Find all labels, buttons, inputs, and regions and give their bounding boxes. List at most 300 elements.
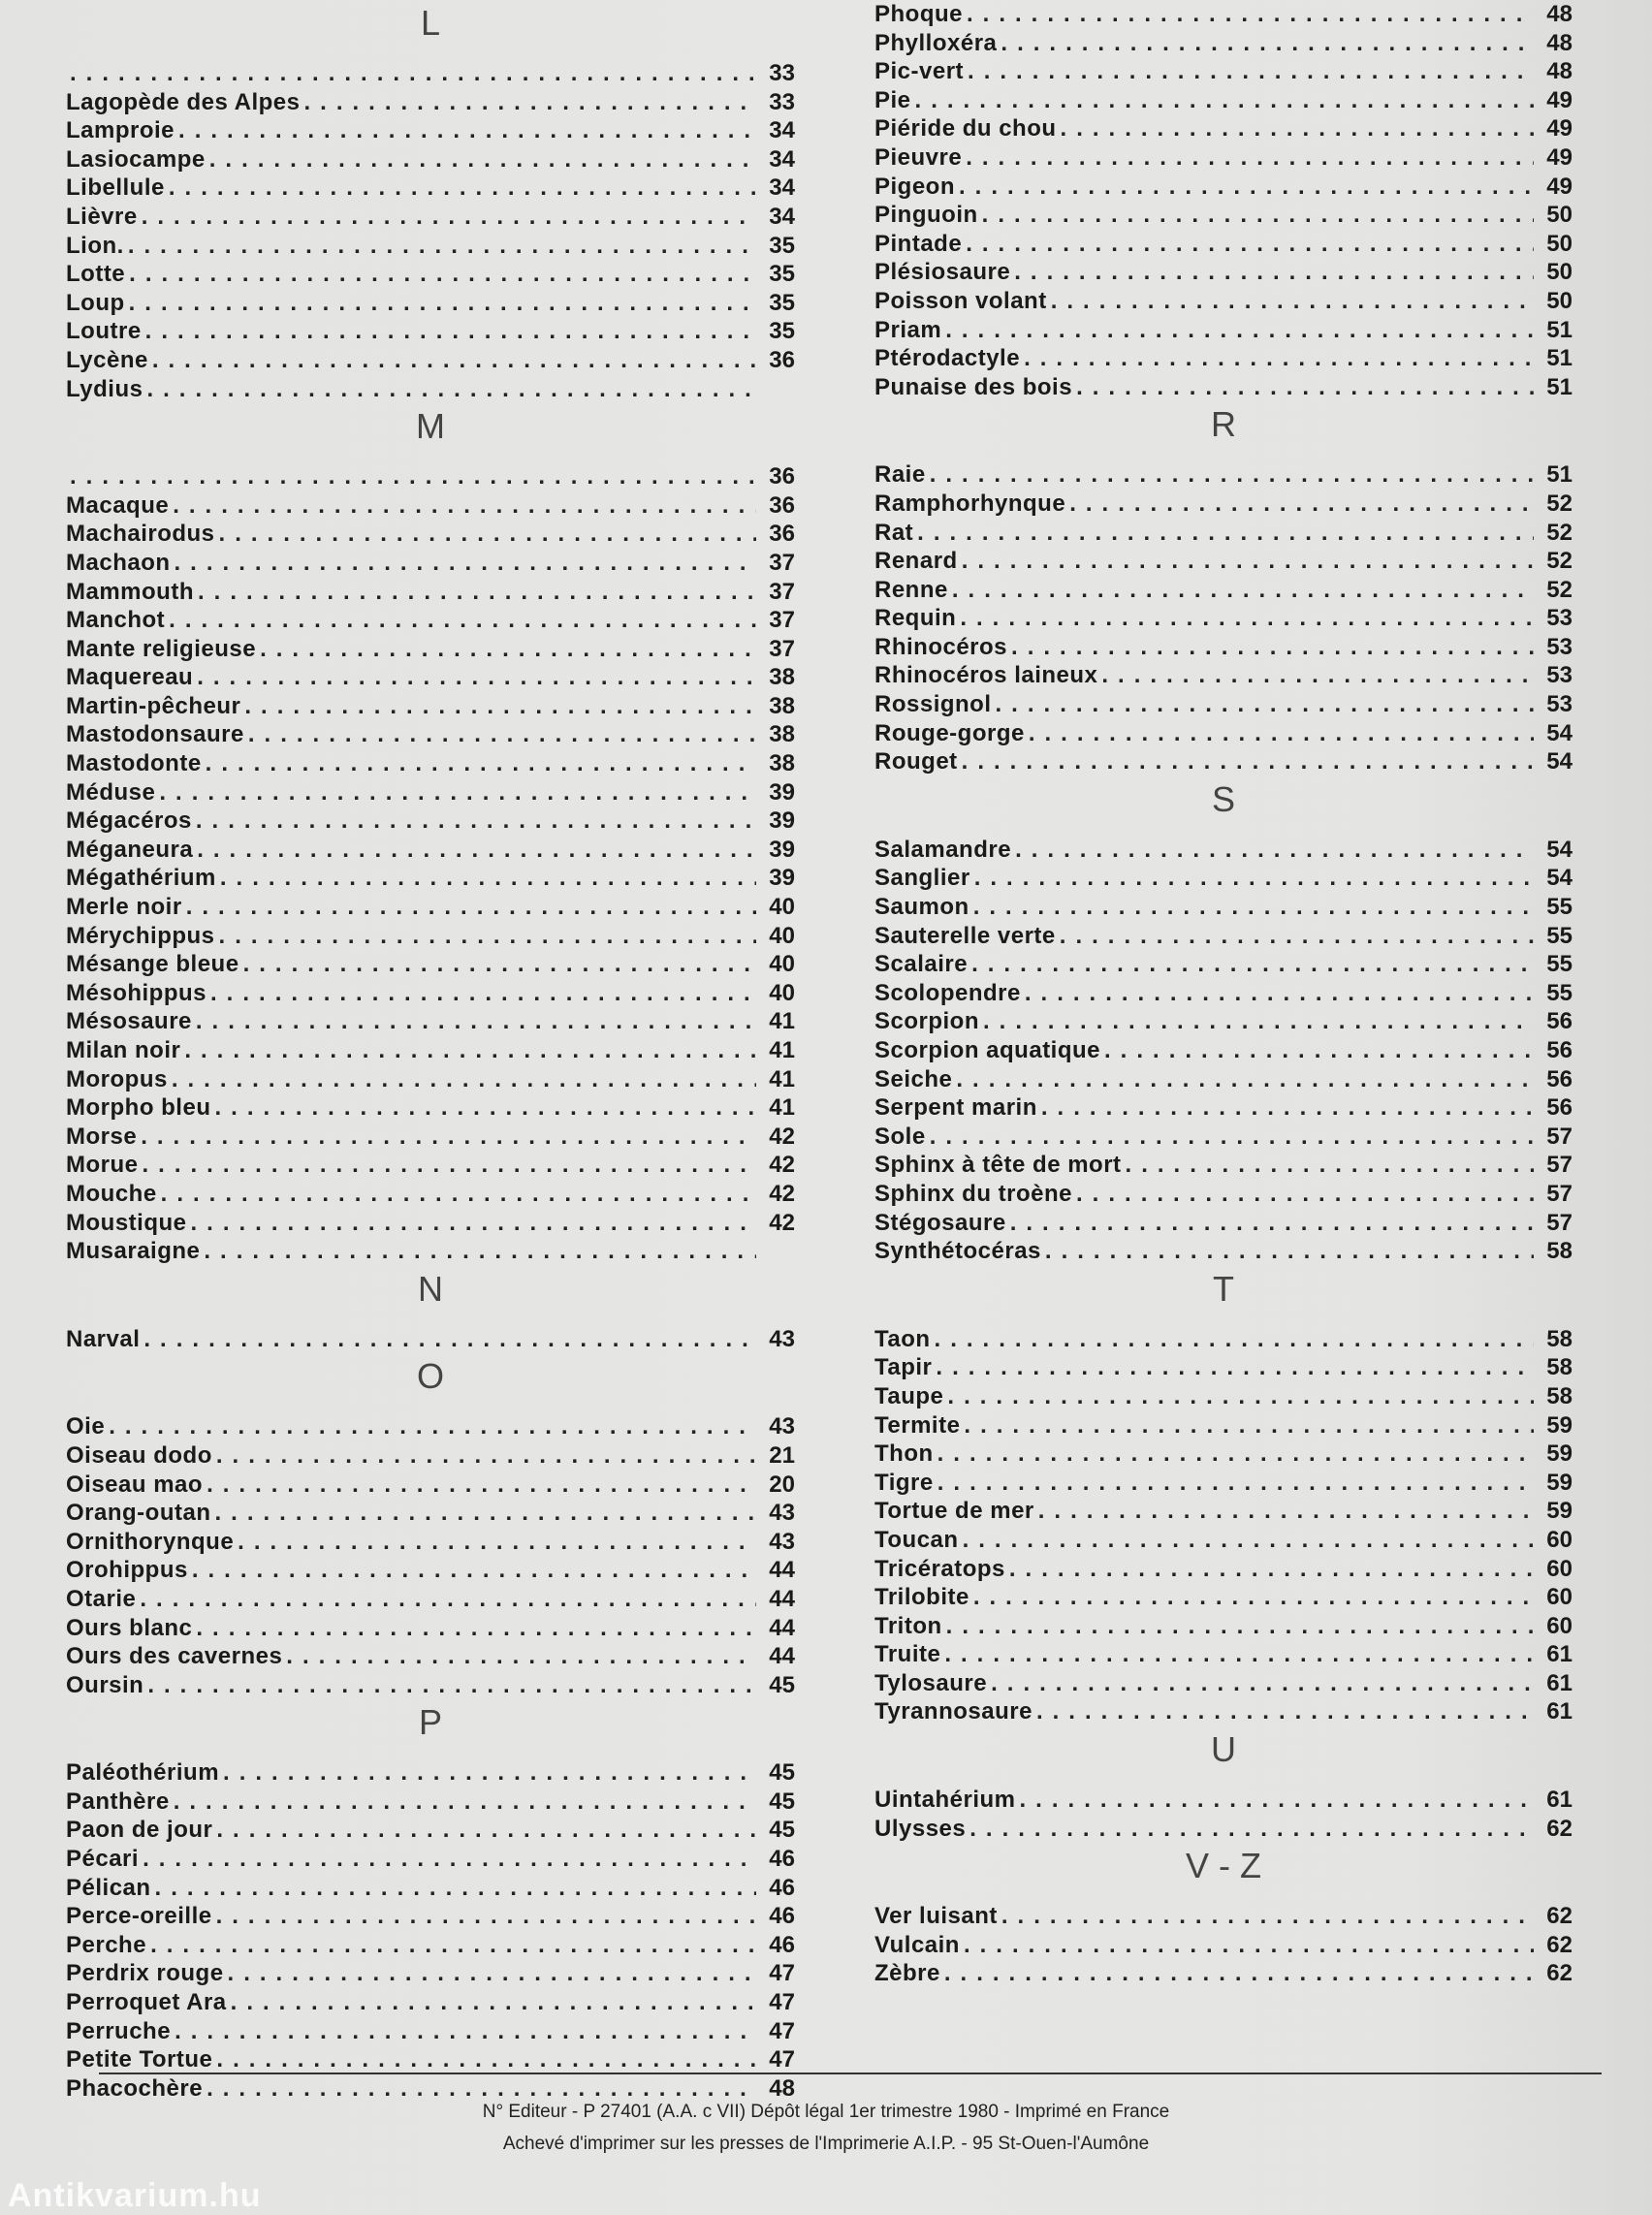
index-section [874, 401, 1573, 776]
index-entry [66, 692, 795, 721]
dot-leader [966, 143, 1534, 173]
entry-name: Scorpion [874, 1008, 980, 1035]
index-entry [874, 114, 1573, 143]
dot-leader [1041, 1093, 1534, 1123]
entry-name: Pintade [874, 230, 963, 257]
index-entry [66, 1007, 795, 1036]
entry-name: Mammouth [66, 578, 194, 605]
index-entry [874, 1815, 1573, 1844]
index-entry [66, 346, 795, 375]
dot-leader [1036, 1697, 1534, 1726]
section-letter: U [1211, 1729, 1236, 1770]
dot-leader [147, 1671, 756, 1700]
entry-page-number: 47 [769, 2046, 795, 2073]
entry-page-number: 34 [769, 145, 795, 173]
section-letter: P [418, 1702, 442, 1743]
dot-leader [184, 1036, 756, 1065]
entry-name: Phoque [874, 1, 963, 27]
dot-leader [206, 1471, 756, 1500]
entry-page-number: 47 [769, 1960, 795, 1987]
entry-page-number: 62 [1546, 1960, 1573, 1987]
entry-page-number: 40 [769, 979, 795, 1006]
entry-page-number: 39 [769, 865, 795, 892]
entry-page-number: 58 [1546, 1238, 1573, 1265]
entry-page-number: 43 [769, 1528, 795, 1555]
entry-page-number: 45 [769, 1788, 795, 1815]
index-entry [874, 1093, 1573, 1123]
entry-page-number: 35 [769, 261, 795, 288]
dot-leader [169, 606, 756, 635]
dot-leader [173, 491, 756, 521]
index-entry [874, 1959, 1573, 1988]
entry-page-number: 51 [1546, 373, 1573, 400]
entry-name: Rossignol [874, 691, 992, 718]
entry-name: Renard [874, 548, 958, 575]
entry-name: Perdrix rouge [66, 1960, 224, 1987]
dot-leader [1060, 922, 1534, 951]
entry-name: Orang-outan [66, 1500, 211, 1527]
index-entry [66, 1874, 795, 1903]
dot-leader [129, 289, 756, 318]
entry-page-number: 50 [1546, 230, 1573, 257]
index-right-column [874, 0, 1573, 1988]
entry-page-number: 44 [769, 1557, 795, 1584]
entry-page-number: 42 [769, 1123, 795, 1150]
dot-leader [238, 1528, 756, 1557]
entry-name: Mégathérium [66, 865, 216, 892]
entry-name: Ulysses [874, 1815, 967, 1842]
dot-leader [159, 778, 756, 807]
entry-page-number: 37 [769, 578, 795, 605]
entry-page-number: 55 [1546, 979, 1573, 1006]
entry-page-number: 39 [769, 807, 795, 835]
dot-leader [1104, 1036, 1534, 1065]
dot-leader [1001, 1902, 1534, 1931]
entry-name: Mastodonsaure [66, 721, 244, 748]
entry-name: Mouche [66, 1180, 157, 1207]
entry-name: Mésosaure [66, 1008, 192, 1035]
entry-page-number: 48 [1546, 58, 1573, 85]
entry-name: Lycène [66, 346, 148, 373]
dot-leader [146, 375, 756, 404]
entry-page-number: 62 [1546, 1931, 1573, 1958]
entry-name: Perce-oreille [66, 1903, 212, 1930]
entry-page-number: 53 [1546, 605, 1573, 632]
entry-page-number: 53 [1546, 662, 1573, 689]
footer-printer-line: Achevé d'imprimer sur les presses de l'Imprimerie A.I.P. - 95 St-Ouen-l'Aumône [502, 2134, 1150, 2154]
dot-leader [1014, 258, 1534, 287]
dot-leader [915, 86, 1534, 115]
dot-leader [142, 203, 756, 232]
index-entry [66, 1237, 795, 1266]
dot-leader [973, 893, 1534, 922]
index-entry [66, 635, 795, 664]
dot-leader [219, 520, 756, 549]
index-entry [66, 1556, 795, 1585]
index-entry [66, 836, 795, 865]
entry-name: Taupe [874, 1382, 944, 1409]
entry-name: Oie [66, 1413, 106, 1440]
dot-leader [143, 1151, 757, 1180]
entry-name: Uintahérium [874, 1787, 1016, 1814]
index-entry [66, 1931, 795, 1960]
index-entry [874, 747, 1573, 776]
entry-name: Lotte [66, 261, 126, 288]
dot-leader [964, 1411, 1534, 1440]
entry-name: Termite [874, 1411, 961, 1439]
entry-page-number: 50 [1546, 202, 1573, 229]
entry-name: Zèbre [874, 1960, 940, 1987]
entry-name: Poisson volant [874, 287, 1047, 314]
dot-leader [964, 1931, 1534, 1960]
entry-name: Synthétocéras [874, 1238, 1041, 1265]
dot-leader [216, 1902, 756, 1931]
entry-page-number: 40 [769, 951, 795, 978]
entry-page-number: 59 [1546, 1440, 1573, 1468]
entry-name: Perroquet Ara [66, 1989, 227, 2016]
entry-name: Oiseau mao [66, 1471, 204, 1498]
entry-page-number: 42 [769, 1209, 795, 1236]
index-entry [66, 2074, 795, 2104]
entry-name: Sphinx du troène [874, 1180, 1073, 1207]
index-entry [874, 1209, 1573, 1238]
dot-leader [172, 1065, 756, 1094]
entry-name: Sauterelle verte [874, 922, 1056, 949]
entry-name: Ver luisant [874, 1903, 998, 1930]
entry-page-number: 43 [769, 1413, 795, 1440]
entry-page-number: 60 [1546, 1584, 1573, 1611]
entry-name: Pinguoin [874, 202, 978, 229]
entry-name: Sanglier [874, 865, 970, 892]
dot-leader [286, 1642, 756, 1671]
entry-name: Tortue de mer [874, 1498, 1034, 1525]
index-entry [66, 145, 795, 174]
entry-page-number: 62 [1546, 1903, 1573, 1930]
entry-page-number: 54 [1546, 836, 1573, 863]
entry-page-number: 46 [769, 1903, 795, 1930]
index-left-column [66, 0, 795, 2103]
entry-page-number: 34 [769, 117, 795, 144]
index-entry [874, 316, 1573, 345]
index-entry [66, 1528, 795, 1557]
dot-leader [215, 1499, 757, 1528]
index-entry [874, 1640, 1573, 1669]
dot-leader [1024, 344, 1534, 373]
index-entry [66, 2045, 795, 2074]
index-entry [66, 1642, 795, 1671]
index-entry [66, 1902, 795, 1931]
entry-page-number: 45 [769, 1817, 795, 1844]
index-entry [66, 1471, 795, 1500]
entry-name: Paon de jour [66, 1817, 213, 1844]
dot-leader [960, 604, 1534, 633]
index-entry [874, 1669, 1573, 1698]
entry-name: Scolopendre [874, 979, 1021, 1006]
entry-page-number: 52 [1546, 548, 1573, 575]
dot-leader [155, 1874, 756, 1903]
entry-page-number: 47 [769, 2017, 795, 2044]
watermark: Antikvarium.hu [8, 2177, 262, 2214]
index-entry [874, 1583, 1573, 1612]
entry-name: Rhinocéros [874, 633, 1008, 660]
entry-name: Tylosaure [874, 1669, 988, 1696]
entry-name: Pieuvre [874, 143, 963, 171]
index-entry [66, 462, 795, 491]
dot-leader [1038, 1497, 1534, 1526]
dot-leader [937, 1440, 1534, 1469]
entry-page-number: 60 [1546, 1612, 1573, 1639]
dot-leader [956, 1065, 1534, 1094]
dot-leader [959, 173, 1534, 202]
index-entry [874, 836, 1573, 865]
entry-page-number: 34 [769, 203, 795, 230]
entry-name: Rhinocéros laineux [874, 662, 1098, 689]
index-entry [66, 807, 795, 836]
entry-name: Lasiocampe [66, 145, 206, 173]
index-entry [66, 1441, 795, 1471]
entry-page-number: 53 [1546, 633, 1573, 660]
section-letter: O [416, 1356, 444, 1397]
entry-name: Loup [66, 289, 125, 316]
index-entry [874, 1036, 1573, 1065]
index-entry [66, 864, 795, 893]
entry-name: Salamandre [874, 836, 1012, 863]
index-entry [66, 317, 795, 346]
entry-page-number: 36 [769, 491, 795, 519]
index-entry [874, 1065, 1573, 1094]
index-entry [874, 287, 1573, 316]
index-entry [66, 1499, 795, 1528]
entry-name: Rouget [874, 748, 958, 775]
entry-page-number: 36 [769, 521, 795, 548]
entry-page-number: 52 [1546, 519, 1573, 546]
dot-leader [917, 519, 1534, 548]
entry-page-number: 42 [769, 1180, 795, 1207]
entry-name: Narval [66, 1325, 141, 1352]
dot-leader [186, 893, 756, 922]
entry-name: Stégosaure [874, 1209, 1006, 1236]
dot-leader [973, 1583, 1534, 1612]
entry-name: Musaraigne [66, 1238, 201, 1265]
entry-name: Ornithorynque [66, 1528, 235, 1555]
footer-rule [99, 2073, 1602, 2074]
index-entry [66, 1180, 795, 1209]
dot-leader [214, 1093, 756, 1123]
index-entry [66, 1151, 795, 1180]
entry-name: Pigeon [874, 173, 956, 200]
dot-leader [947, 1382, 1534, 1411]
entry-page-number: 56 [1546, 1065, 1573, 1092]
entry-page-number: 41 [769, 1037, 795, 1063]
entry-name: Raie [874, 461, 926, 489]
index-entry [874, 922, 1573, 951]
index-entry [66, 1585, 795, 1614]
entry-name: Milan noir [66, 1037, 181, 1063]
index-entry [874, 1697, 1573, 1726]
entry-page-number: 35 [769, 289, 795, 316]
index-entry [66, 922, 795, 951]
entry-page-number: 52 [1546, 576, 1573, 603]
dot-leader [968, 57, 1534, 86]
dot-leader [70, 462, 756, 491]
entry-name: Oiseau dodo [66, 1441, 212, 1469]
section-letter: T [1213, 1268, 1234, 1309]
entry-page-number: 36 [769, 463, 795, 490]
index-entry [874, 1007, 1573, 1036]
entry-page-number: 40 [769, 922, 795, 949]
dot-leader [196, 1007, 756, 1036]
entry-page-number: 46 [769, 1874, 795, 1901]
index-entry [66, 520, 795, 549]
index-entry [874, 633, 1573, 662]
entry-page-number: 60 [1546, 1555, 1573, 1582]
entry-page-number: 41 [769, 1008, 795, 1035]
entry-page-number: 58 [1546, 1382, 1573, 1409]
dot-leader [161, 1180, 756, 1209]
entry-page-number: 56 [1546, 1008, 1573, 1035]
index-entry [66, 174, 795, 203]
index-entry [874, 604, 1573, 633]
index-entry [874, 950, 1573, 979]
entry-page-number: 41 [769, 1094, 795, 1122]
entry-page-number: 57 [1546, 1152, 1573, 1179]
index-entry [874, 143, 1573, 173]
entry-page-number: 48 [1546, 1, 1573, 27]
entry-name: Sole [874, 1123, 926, 1150]
entry-name: Perche [66, 1931, 147, 1958]
entry-page-number: 56 [1546, 1094, 1573, 1122]
entry-page-number: 46 [769, 1931, 795, 1958]
index-entry [66, 720, 795, 749]
entry-name: Machairodus [66, 521, 215, 548]
entry-page-number: 21 [769, 1441, 795, 1469]
entry-name: Requin [874, 605, 957, 632]
entry-name: Lion. [66, 232, 124, 259]
entry-page-number: 56 [1546, 1037, 1573, 1063]
index-entry [874, 690, 1573, 719]
dot-leader [196, 1614, 756, 1643]
dot-leader [1011, 633, 1534, 662]
entry-page-number: 55 [1546, 922, 1573, 949]
entry-name: Thon [874, 1440, 934, 1468]
dot-leader [216, 1816, 756, 1845]
entry-name: Mégacéros [66, 807, 192, 835]
entry-page-number: 55 [1546, 894, 1573, 921]
entry-name: Petite Tortue [66, 2046, 213, 2073]
entry-page-number: 59 [1546, 1411, 1573, 1439]
dot-leader [935, 1325, 1534, 1354]
dot-leader [228, 1959, 756, 1988]
dot-leader [243, 950, 756, 979]
section-letter: R [1211, 404, 1236, 445]
entry-name: Tyrannosaure [874, 1698, 1032, 1725]
entry-name: Rouge-gorge [874, 719, 1025, 746]
entry-page-number: 57 [1546, 1180, 1573, 1207]
entry-page-number: 49 [1546, 143, 1573, 171]
entry-name: Punaise des bois [874, 373, 1073, 400]
entry-page-number: 50 [1546, 287, 1573, 314]
index-entry [874, 1497, 1573, 1526]
index-entry [874, 258, 1573, 287]
index-entry [874, 547, 1573, 576]
index-entry [874, 1902, 1573, 1931]
entry-name: Tricératops [874, 1555, 1005, 1582]
entry-name: Pécari [66, 1846, 140, 1873]
entry-name: Scorpion aquatique [874, 1037, 1101, 1063]
entry-page-number: 37 [769, 549, 795, 576]
entry-name: Machaon [66, 549, 171, 576]
index-entry [874, 1180, 1573, 1209]
entry-name: Orohippus [66, 1557, 188, 1584]
entry-name: Vulcain [874, 1931, 960, 1958]
entry-page-number: 45 [769, 1759, 795, 1787]
dot-leader [1001, 29, 1534, 58]
dot-leader [143, 1845, 756, 1874]
index-section [66, 1266, 795, 1354]
index-entry [874, 864, 1573, 893]
dot-leader [175, 2017, 756, 2046]
index-entry [874, 173, 1573, 202]
entry-page-number: 61 [1546, 1698, 1573, 1725]
entry-page-number: 33 [769, 60, 795, 86]
dot-leader [141, 1123, 756, 1152]
dot-leader [129, 260, 756, 289]
index-entry [66, 1614, 795, 1643]
entry-name: Plésiosaure [874, 259, 1011, 286]
index-entry [66, 1065, 795, 1094]
index-entry [874, 1526, 1573, 1555]
dot-leader [150, 1931, 756, 1960]
dot-leader [206, 749, 756, 778]
entry-page-number: 44 [769, 1614, 795, 1641]
entry-page-number: 50 [1546, 259, 1573, 286]
dot-leader [140, 1585, 756, 1614]
dot-leader [952, 576, 1534, 605]
dot-leader [152, 346, 756, 375]
entry-name: Tapir [874, 1354, 933, 1381]
dot-leader [982, 201, 1534, 230]
dot-leader [231, 1988, 756, 2017]
entry-name: Piéride du chou [874, 115, 1057, 142]
index-entry [66, 1123, 795, 1152]
index-entry [66, 1845, 795, 1874]
index-entry [874, 1786, 1573, 1815]
dot-leader [946, 1612, 1534, 1641]
dot-leader [175, 549, 756, 578]
index-entry [874, 57, 1573, 86]
dot-leader [1061, 114, 1534, 143]
entry-page-number: 35 [769, 318, 795, 345]
index-entry [874, 230, 1573, 259]
entry-name: Ours des cavernes [66, 1643, 283, 1670]
index-entry [66, 2017, 795, 2046]
entry-name: Rat [874, 519, 914, 546]
index-entry [874, 1411, 1573, 1440]
index-section [874, 1266, 1573, 1726]
entry-page-number: 37 [769, 635, 795, 662]
entry-page-number: 59 [1546, 1498, 1573, 1525]
entry-name: Taon [874, 1325, 931, 1352]
entry-page-number: 44 [769, 1643, 795, 1670]
entry-name: Ramphorhynque [874, 490, 1066, 517]
dot-leader [70, 59, 756, 88]
entry-page-number: 48 [1546, 29, 1573, 56]
entry-name: Perruche [66, 2017, 172, 2044]
dot-leader [1076, 373, 1534, 402]
entry-name: Mastodonte [66, 750, 202, 777]
dot-leader [936, 1353, 1534, 1382]
dot-leader [944, 1640, 1534, 1669]
